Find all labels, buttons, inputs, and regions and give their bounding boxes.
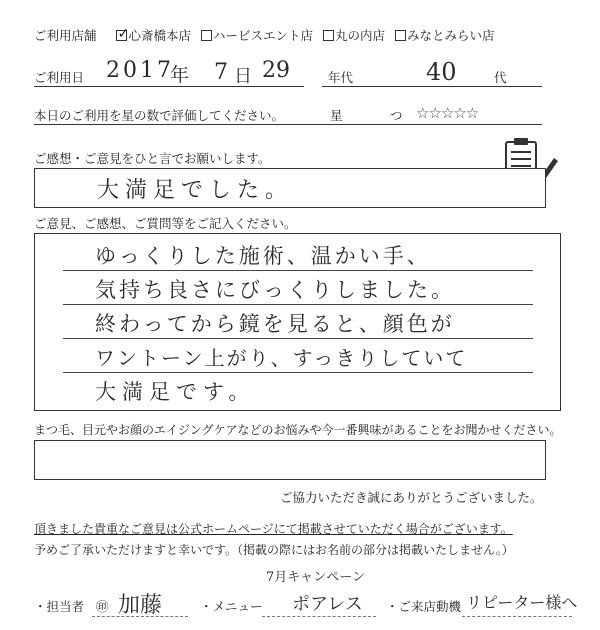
age-value: 40	[426, 58, 457, 86]
impression-prompt: ご感想・ご意見をひと言でお願いします。	[34, 151, 271, 166]
store-option-minatomirai[interactable]: みなとみらい店	[395, 28, 495, 43]
store-label: ご利用店舗	[34, 28, 97, 43]
rating-underline	[34, 124, 542, 125]
star-rating[interactable]: ☆☆☆☆☆	[416, 104, 479, 122]
comment-line-2: 気持ち良さにびっくりしました。	[95, 278, 455, 302]
impression-answer: 大満足でした。	[97, 178, 294, 203]
date-month: 7	[214, 60, 228, 85]
date-year: 2017	[106, 58, 174, 83]
staff-name: 加藤	[118, 593, 163, 618]
menu-dotted-line	[262, 616, 376, 617]
comments-prompt: ご意見、ご感想、ご質問等をご記入ください。	[34, 216, 297, 231]
date-label: ご利用日	[34, 70, 85, 85]
store-row	[34, 26, 501, 44]
date-underline	[34, 86, 304, 87]
rating-prompt: 本日のご利用を星の数で評価してください。	[34, 108, 285, 123]
store-option-herbis[interactable]: ハービスエント店	[201, 28, 313, 43]
reason-value: リピーター様へ	[466, 593, 578, 612]
concerns-prompt: まつ毛、目元やお顔のエイジングケアなどのお悩みや今一番興味があることをお聞かせください。	[34, 423, 562, 437]
age-label: 年代	[328, 70, 354, 85]
ruled-line	[63, 270, 533, 271]
staff-dotted-line	[92, 616, 188, 617]
store-option-shinsaibashi[interactable]: ✓ 心斎橋本店	[116, 28, 191, 43]
thanks-text: ご協力いただき誠にありがとうございました。	[280, 490, 543, 505]
comment-line-4: ワントーン上がり、すっきりしていて	[95, 346, 468, 370]
comment-line-5: 大満足です。	[95, 380, 256, 404]
comment-line-3: 終わってから鏡を見ると、顔色が	[95, 312, 455, 336]
reason-label: ・ご来店動機	[386, 599, 462, 614]
ruled-line	[63, 304, 533, 305]
concerns-box[interactable]	[34, 440, 546, 480]
staff-label: ・担当者	[34, 599, 85, 614]
date-month-unit: 日	[234, 66, 252, 87]
comments-box[interactable]	[34, 233, 561, 411]
menu-note: 7月キャンペーン	[266, 570, 366, 585]
date-day: 29	[262, 58, 290, 83]
notice-line-2: 予めご了承いただけますと幸いです。（掲載の際にはお名前の部分は掲載いたしません。）	[34, 543, 514, 557]
store-option-marunouchi[interactable]: 丸の内店	[323, 28, 385, 43]
comment-line-1: ゆっくりした施術、温かい手、	[95, 244, 431, 268]
date-year-unit: 年	[170, 64, 190, 86]
menu-label: ・メニュー	[200, 599, 263, 614]
checkbox-icon[interactable]	[395, 30, 406, 41]
notice-line-1: 頂きました貴重なご意見は公式ホームページにて掲載させていただく場合がございます。	[34, 522, 513, 536]
ruled-line	[63, 338, 533, 339]
reason-dotted-line	[462, 616, 572, 617]
menu-value: ポアレス	[292, 594, 363, 615]
age-underline	[322, 86, 542, 87]
impression-box[interactable]	[34, 168, 546, 208]
rating-label: 星	[330, 108, 343, 123]
age-unit: 代	[494, 70, 507, 85]
checkbox-icon[interactable]	[116, 30, 127, 41]
checkbox-icon[interactable]	[323, 30, 334, 41]
rating-unit: つ	[390, 108, 403, 123]
stamp-mark: ㊞	[96, 599, 109, 614]
checkbox-icon[interactable]	[201, 30, 212, 41]
ruled-line	[63, 372, 533, 373]
